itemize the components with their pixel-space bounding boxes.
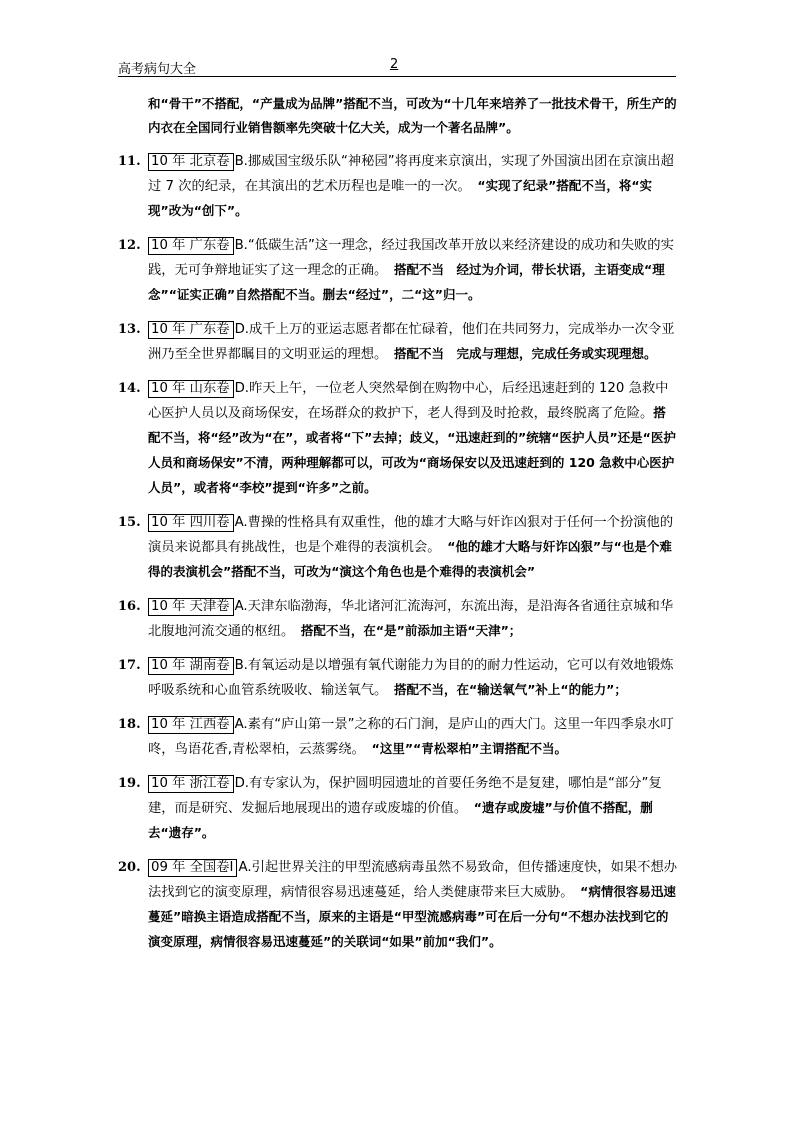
example-sentence: A.引起世界关注的甲型流感病毒虽然不易致命，但传播速度快，如果不想办法找到它的演变原理，病情很容易迅速蔓延，给人类健康带来巨大威胁。: [148, 860, 678, 900]
example-sentence: A.天津东临渤海，华北诸河汇流海河，东流出海，是沿海各省通往京城和华北腹地河流交通的枢纽。: [148, 599, 674, 639]
source-tag: 10 年 湖南卷: [148, 657, 234, 675]
source-tag: 10 年 山东卷: [148, 380, 234, 398]
answer-explanation: “他的雄才大略与奸诈凶狠”与“也是个难得的表演机会”搭配不当，可改为“演这个角色也是个难得的表演机会”: [148, 539, 672, 579]
item-number: 20.: [118, 860, 141, 875]
item-number: 13.: [118, 322, 141, 337]
example-sentence: B.“低碳生活”这一理念，经过我国改革开放以来经济建设的成功和失败的实践，无可争辩地证实了这一理念的正确。: [148, 238, 674, 278]
answer-explanation: 搭配不当，将“经”改为“在”，或者将“下”去掉；歧义，“迅速赶到的”统辖“医护人员”还是“医护人员和商场保安”不清，两种理解都可以，可改为“商场保安以及迅速赶到的 120 急救中心医护人员”，或者将“李校”提到“许多”之前。: [148, 405, 676, 495]
answer-explanation: “遗存或废墟”与价值不搭配，删去“遗存”。: [148, 800, 653, 840]
list-item: [118, 511, 678, 585]
document-title: 高考病句大全: [118, 62, 197, 77]
item-number: 12.: [118, 238, 141, 253]
source-tag: 09 年 全国卷Ⅰ: [148, 859, 237, 877]
list-item: [118, 772, 678, 846]
item-number: 19.: [118, 776, 141, 791]
answer-explanation: “实现了纪录”搭配不当，将“实现”改为“创下”。: [148, 178, 653, 218]
page-number: 2: [390, 57, 399, 72]
example-sentence: B.有氧运动是以增强有氧代谢能力为目的的耐力性运动，它可以有效地锻炼呼吸系统和心血管系统吸收、输送氧气。: [148, 658, 674, 698]
example-sentence: B.挪威国宝级乐队“神秘园”将再度来京演出，实现了外国演出团在京演出超过 7 次的纪录，在其演出的艺术历程也是唯一的一次。: [148, 154, 674, 194]
list-item: [118, 595, 678, 644]
list-item: [118, 150, 678, 224]
example-sentence: A.素有“庐山第一景”之称的石门涧，是庐山的西大门。这里一年四季泉水叮咚，鸟语花香,青松翠柏，云蒸雾绕。: [148, 717, 674, 757]
example-sentence: D.成千上万的亚运志愿者都在忙碌着，他们在共同努力，完成举办一次令亚洲乃至全世界都瞩目的文明亚运的理想。: [148, 322, 675, 362]
item-number: 16.: [118, 599, 141, 614]
list-item: [118, 234, 678, 308]
answer-explanation: 搭配不当，在“是”前添加主语“天津”；: [300, 623, 522, 638]
item-number: 14.: [118, 381, 141, 396]
answer-explanation: “这里”“青松翠柏”主谓搭配不当。: [371, 741, 567, 756]
item-number: 18.: [118, 717, 141, 732]
source-tag: 10 年 广东卷: [148, 237, 234, 255]
answer-explanation: 搭配不当 经过为介词，带长状语，主语变成“理念”“证实正确”自然搭配不当。删去“经过”，二“这”归一。: [148, 262, 665, 302]
list-item: [118, 713, 678, 762]
list-item: [118, 856, 678, 955]
continuation-text: 和“骨干”不搭配，“产量成为品牌”搭配不当，可改为“十几年来培养了一批技术骨干，所生产的内衣在全国同行业销售额率先突破十亿大关，成为一个著名品牌”。: [148, 96, 677, 135]
source-tag: 10 年 浙江卷: [148, 775, 234, 793]
item-number: 17.: [118, 658, 141, 673]
example-sentence: A.曹操的性格具有双重性，他的雄才大略与奸诈凶狠对于任何一个扮演他的演员来说都具有挑战性，也是个难得的表演机会。: [148, 515, 674, 555]
example-sentence: D.昨天上午，一位老人突然晕倒在购物中心，后经迅速赶到的 120 急救中心医护人员以及商场保安，在场群众的救护下，老人得到及时抢救，最终脱离了危险。: [148, 381, 669, 421]
example-sentence: D.有专家认为，保护圆明园遗址的首要任务绝不是复建，哪怕是“部分”复建，而是研究、发掘后地展现出的遗存或废墟的价值。: [148, 776, 662, 816]
content: [118, 92, 678, 955]
list-item: [118, 654, 678, 703]
answer-explanation: 搭配不当 完成与理想，完成任务或实现理想。: [394, 346, 657, 361]
list-item: [118, 318, 678, 367]
source-tag: 10 年 北京卷: [148, 153, 234, 171]
answer-explanation: “病情很容易迅速蔓延”暗换主语造成搭配不当，原来的主语是“甲型流感病毒”可在后一分句“不想办法找到它的演变原理，病情很容易迅速蔓延”的关联词“如果”前加“我们”。: [148, 884, 676, 949]
source-tag: 10 年 江西卷: [148, 716, 234, 734]
item-number: 15.: [118, 515, 141, 530]
answer-explanation: 搭配不当，在“输送氧气”补上“的能力”；: [394, 682, 627, 697]
source-tag: 10 年 天津卷: [148, 598, 234, 616]
source-tag: 10 年 四川卷: [148, 514, 234, 532]
source-tag: 10 年 广东卷: [148, 321, 234, 339]
list-item: [118, 377, 678, 501]
item-number: 11.: [118, 154, 141, 169]
page-header: [118, 56, 676, 77]
